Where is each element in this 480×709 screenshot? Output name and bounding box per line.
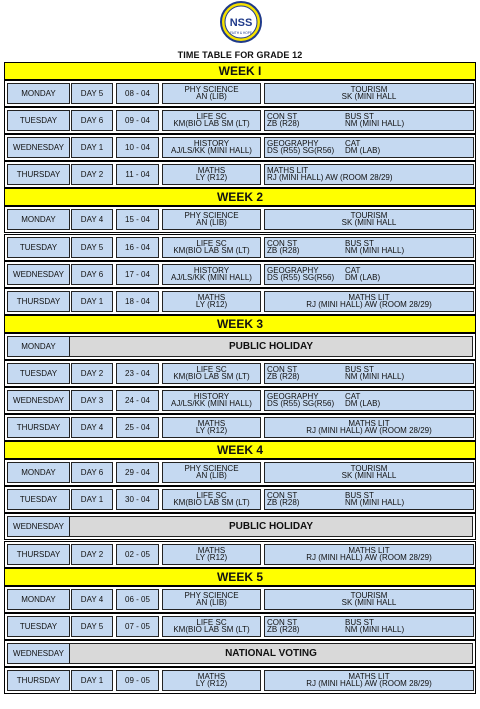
table-row xyxy=(4,513,476,540)
option-a xyxy=(265,617,337,636)
table-row xyxy=(4,107,476,134)
option-a-venue: ZB (R28) xyxy=(267,498,300,508)
option-a-subject: GEOGRAPHY xyxy=(267,392,319,401)
cycle-day: DAY 4 xyxy=(80,423,104,433)
page-title: TIME TABLE FOR GRADE 12 xyxy=(177,50,303,60)
cycle-day-cell xyxy=(71,164,113,185)
subject-venue: AJ/LS/KK (MINI HALL) xyxy=(171,399,252,409)
cycle-day: DAY 1 xyxy=(80,296,104,306)
option-subject-cell xyxy=(264,209,474,230)
option-b xyxy=(337,490,473,509)
subject-venue: AJ/LS/KK (MINI HALL) xyxy=(171,146,252,156)
subject-cell xyxy=(162,489,261,510)
option-subject-cell xyxy=(264,616,474,637)
option-subject: MATHS LIT xyxy=(348,419,390,429)
weekday-cell xyxy=(7,516,70,537)
date-cell xyxy=(116,83,159,104)
subject-cell xyxy=(162,589,261,610)
subject-name: LIFE SC xyxy=(196,238,227,248)
weekday-label: MONDAY xyxy=(21,594,56,604)
option-subject-cell xyxy=(264,489,474,510)
option-a-subject: CON ST xyxy=(267,491,298,501)
subject-cell xyxy=(162,363,261,384)
subject-venue: LY (R12) xyxy=(195,173,228,183)
table-row xyxy=(4,333,476,360)
weekday-cell xyxy=(7,643,70,664)
date-cell xyxy=(116,489,159,510)
cycle-day-cell xyxy=(71,462,113,483)
option-venue: SK (MINI HALL xyxy=(341,471,397,481)
subject-name: LIFE SC xyxy=(196,364,227,374)
subject-venue: LY (R12) xyxy=(195,299,228,309)
option-b-subject: CAT xyxy=(345,265,361,275)
option-subject-cell xyxy=(264,164,474,185)
table-row xyxy=(4,459,476,486)
weekday-cell xyxy=(7,209,70,230)
cycle-day: DAY 6 xyxy=(80,269,104,279)
cycle-day-cell xyxy=(71,137,113,158)
cycle-day: DAY 2 xyxy=(80,549,104,559)
weekday-cell xyxy=(7,544,70,565)
weekday-cell xyxy=(7,291,70,312)
table-row xyxy=(4,414,476,441)
subject-venue: AN (LIB) xyxy=(196,92,227,102)
option-subject: MATHS LIT xyxy=(348,545,390,555)
option-a xyxy=(265,111,337,130)
date-cell xyxy=(116,417,159,438)
date-cell xyxy=(116,137,159,158)
subject-venue: KM(BIO LAB SM (LT) xyxy=(173,624,250,634)
option-subject-cell xyxy=(264,589,474,610)
subject-cell xyxy=(162,110,261,131)
exam-date: 07 - 05 xyxy=(125,621,150,631)
weekday-label: WEDNESDAY xyxy=(13,648,64,658)
subject-cell xyxy=(162,616,261,637)
option-b xyxy=(337,364,473,383)
option-a-subject: CON ST xyxy=(267,617,298,627)
option-b-venue: NM (MINI HALL) xyxy=(345,498,405,508)
subject-venue: AN (LIB) xyxy=(196,597,227,607)
weekday-label: TUESDAY xyxy=(19,242,58,252)
option-b-venue: NM (MINI HALL) xyxy=(345,624,405,634)
option-b xyxy=(337,617,473,636)
subject-name: MATHS xyxy=(197,671,226,681)
exam-date: 15 - 04 xyxy=(125,215,150,225)
cycle-day: DAY 5 xyxy=(80,242,104,252)
weekday-label: TUESDAY xyxy=(19,621,58,631)
option-b xyxy=(337,138,473,157)
weekday-label: WEDNESDAY xyxy=(13,269,64,279)
cycle-day-cell xyxy=(71,237,113,258)
option-a xyxy=(265,238,337,257)
subject-cell xyxy=(162,83,261,104)
cycle-day: DAY 3 xyxy=(80,396,104,406)
option-b xyxy=(337,391,473,410)
table-row xyxy=(4,541,476,568)
option-subject: TOURISM xyxy=(350,464,388,474)
holiday-cell xyxy=(69,643,473,664)
exam-date: 08 - 04 xyxy=(125,89,150,99)
option-subject-cell xyxy=(264,137,474,158)
date-cell xyxy=(116,390,159,411)
week-header: WEEK 5 xyxy=(4,568,476,586)
timetable xyxy=(4,62,476,707)
week-header: WEEK 2 xyxy=(4,188,476,206)
weekday-cell xyxy=(7,589,70,610)
cycle-day-cell xyxy=(71,670,113,691)
option-subject-cell xyxy=(264,544,474,565)
weekday-label: THURSDAY xyxy=(16,549,61,559)
option-venue: SK (MINI HALL xyxy=(341,218,397,228)
date-cell xyxy=(116,264,159,285)
weekday-label: WEDNESDAY xyxy=(13,522,64,532)
subject-name: LIFE SC xyxy=(196,491,227,501)
option-a-venue: ZB (R28) xyxy=(267,371,300,381)
holiday-cell xyxy=(69,336,473,357)
cycle-day-cell xyxy=(71,209,113,230)
cycle-day-cell xyxy=(71,83,113,104)
weekday-cell xyxy=(7,390,70,411)
exam-date: 18 - 04 xyxy=(125,296,150,306)
cycle-day-cell xyxy=(71,291,113,312)
weekday-cell xyxy=(7,336,70,357)
cycle-day: DAY 1 xyxy=(80,495,104,505)
holiday-label: PUBLIC HOLIDAY xyxy=(228,340,314,352)
subject-venue: AN (LIB) xyxy=(196,471,227,481)
subject-name: MATHS xyxy=(197,166,226,176)
holiday-cell xyxy=(69,516,473,537)
date-cell xyxy=(116,589,159,610)
option-venue: RJ (MINI HALL) AW (ROOM 28/29) xyxy=(306,678,432,688)
table-row xyxy=(4,206,476,233)
option-subject-cell xyxy=(264,363,474,384)
weekday-cell xyxy=(7,489,70,510)
option-a-venue: ZB (R28) xyxy=(267,624,300,634)
weekday-label: TUESDAY xyxy=(19,116,58,126)
date-cell xyxy=(116,209,159,230)
option-subject-cell xyxy=(264,83,474,104)
table-row xyxy=(4,80,476,107)
subject-name: MATHS xyxy=(197,419,226,429)
subject-name: PHY SCIENCE xyxy=(184,590,239,600)
subject-cell xyxy=(162,417,261,438)
option-subject-cell xyxy=(264,417,474,438)
option-subject-cell xyxy=(264,670,474,691)
cycle-day: DAY 1 xyxy=(80,143,104,153)
option-a-subject: CON ST xyxy=(267,112,298,122)
option-venue: RJ (MINI HALL) AW (ROOM 28/29) xyxy=(306,552,432,562)
option-a-subject: CON ST xyxy=(267,238,298,248)
holiday-label: NATIONAL VOTING xyxy=(225,647,317,659)
exam-date: 23 - 04 xyxy=(125,368,150,378)
table-row xyxy=(4,360,476,387)
option-b-subject: CAT xyxy=(345,392,361,401)
weekday-cell xyxy=(7,616,70,637)
option-subject: MATHS LIT xyxy=(348,292,390,302)
week-header: WEEK 4 xyxy=(4,441,476,459)
weekday-label: WEDNESDAY xyxy=(13,143,64,153)
subject-venue: KM(BIO LAB SM (LT) xyxy=(173,245,250,255)
weekday-label: MONDAY xyxy=(21,89,56,99)
table-row xyxy=(4,667,476,694)
option-a-venue: DS (R55) SG(R56) xyxy=(267,272,335,282)
cycle-day: DAY 2 xyxy=(80,170,104,180)
subject-cell xyxy=(162,164,261,185)
logo-text: NSS xyxy=(229,17,253,29)
cycle-day: DAY 4 xyxy=(80,215,104,225)
subject-venue: KM(BIO LAB SM (LT) xyxy=(173,498,250,508)
table-row xyxy=(4,161,476,188)
option-b xyxy=(337,265,473,284)
option-a xyxy=(265,391,337,410)
holiday-label: PUBLIC HOLIDAY xyxy=(228,521,314,533)
table-row xyxy=(4,387,476,414)
option-b-venue: NM (MINI HALL) xyxy=(345,245,405,255)
option-a-subject: CON ST xyxy=(267,364,298,374)
subject-venue: LY (R12) xyxy=(195,678,228,688)
date-cell xyxy=(116,164,159,185)
subject-cell xyxy=(162,137,261,158)
cycle-day-cell xyxy=(71,616,113,637)
school-logo xyxy=(219,0,263,46)
weekday-cell xyxy=(7,110,70,131)
subject-name: PHY SCIENCE xyxy=(184,85,239,94)
option-a-venue: ZB (R28) xyxy=(267,119,300,129)
option-a xyxy=(265,265,337,284)
subject-name: HISTORY xyxy=(193,265,230,275)
option-venue: RJ (MINI HALL) AW (ROOM 28/29) xyxy=(267,173,393,183)
weekday-cell xyxy=(7,462,70,483)
option-subject: MATHS LIT xyxy=(267,166,309,176)
subject-cell xyxy=(162,390,261,411)
exam-date: 09 - 04 xyxy=(125,116,150,126)
exam-date: 30 - 04 xyxy=(125,495,150,505)
subject-venue: AN (LIB) xyxy=(196,218,227,228)
option-b-venue: DM (LAB) xyxy=(345,272,381,282)
cycle-day: DAY 2 xyxy=(80,368,104,378)
option-venue: RJ (MINI HALL) AW (ROOM 28/29) xyxy=(306,426,432,436)
subject-name: HISTORY xyxy=(193,392,230,401)
weekday-label: THURSDAY xyxy=(16,296,61,306)
option-a-venue: DS (R55) SG(R56) xyxy=(267,399,335,409)
option-subject: MATHS LIT xyxy=(348,671,390,681)
option-b-venue: NM (MINI HALL) xyxy=(345,119,405,129)
week-header: WEEK 3 xyxy=(4,315,476,333)
option-a-venue: DS (R55) SG(R56) xyxy=(267,146,335,156)
table-row xyxy=(4,288,476,315)
weekday-cell xyxy=(7,264,70,285)
cycle-day-cell xyxy=(71,390,113,411)
weekday-label: WEDNESDAY xyxy=(13,396,64,406)
subject-name: MATHS xyxy=(197,545,226,555)
option-b-subject: BUS ST xyxy=(345,112,374,122)
weekday-label: THURSDAY xyxy=(16,675,61,685)
table-row xyxy=(4,486,476,513)
cycle-day-cell xyxy=(71,589,113,610)
option-b-subject: CAT xyxy=(345,139,361,149)
exam-date: 11 - 04 xyxy=(125,170,150,180)
option-b xyxy=(337,111,473,130)
table-row xyxy=(4,134,476,161)
subject-venue: AJ/LS/KK (MINI HALL) xyxy=(171,272,252,282)
subject-name: MATHS xyxy=(197,292,226,302)
option-subject: TOURISM xyxy=(350,85,388,94)
weekday-label: THURSDAY xyxy=(16,423,61,433)
option-venue: RJ (MINI HALL) AW (ROOM 28/29) xyxy=(306,299,432,309)
option-venue: SK (MINI HALL xyxy=(341,597,397,607)
option-b-subject: BUS ST xyxy=(345,238,374,248)
option-a xyxy=(265,364,337,383)
option-subject-cell xyxy=(264,264,474,285)
option-venue: SK (MINI HALL xyxy=(341,92,397,102)
date-cell xyxy=(116,363,159,384)
date-cell xyxy=(116,670,159,691)
table-row xyxy=(4,613,476,640)
cycle-day: DAY 5 xyxy=(80,89,104,99)
exam-date: 10 - 04 xyxy=(125,143,150,153)
cycle-day: DAY 4 xyxy=(80,594,104,604)
exam-date: 02 - 05 xyxy=(125,549,150,559)
subject-name: HISTORY xyxy=(193,139,230,149)
date-cell xyxy=(116,462,159,483)
cycle-day-cell xyxy=(71,417,113,438)
cycle-day-cell xyxy=(71,264,113,285)
option-b-venue: DM (LAB) xyxy=(345,399,381,409)
table-row xyxy=(4,640,476,667)
exam-date: 17 - 04 xyxy=(125,269,150,279)
exam-date: 24 - 04 xyxy=(125,396,150,406)
option-a-subject: GEOGRAPHY xyxy=(267,265,319,275)
option-a-subject: GEOGRAPHY xyxy=(267,139,319,149)
weekday-cell xyxy=(7,83,70,104)
weekday-cell xyxy=(7,670,70,691)
cycle-day-cell xyxy=(71,489,113,510)
cycle-day: DAY 6 xyxy=(80,468,104,478)
subject-cell xyxy=(162,264,261,285)
option-b-venue: NM (MINI HALL) xyxy=(345,371,405,381)
option-a-venue: ZB (R28) xyxy=(267,245,300,255)
option-b-venue: DM (LAB) xyxy=(345,146,381,156)
logo-motto: FAITH & HOPE xyxy=(230,31,252,35)
cycle-day-cell xyxy=(71,110,113,131)
weekday-cell xyxy=(7,137,70,158)
subject-cell xyxy=(162,209,261,230)
subject-name: PHY SCIENCE xyxy=(184,464,239,474)
exam-date: 29 - 04 xyxy=(125,468,150,478)
option-subject: TOURISM xyxy=(350,590,388,600)
table-row xyxy=(4,261,476,288)
option-b xyxy=(337,238,473,257)
subject-venue: LY (R12) xyxy=(195,552,228,562)
weekday-cell xyxy=(7,237,70,258)
date-cell xyxy=(116,110,159,131)
exam-date: 09 - 05 xyxy=(125,675,150,685)
subject-venue: LY (R12) xyxy=(195,426,228,436)
cycle-day: DAY 5 xyxy=(80,621,104,631)
subject-cell xyxy=(162,291,261,312)
weekday-label: MONDAY xyxy=(21,468,56,478)
option-subject-cell xyxy=(264,291,474,312)
subject-name: LIFE SC xyxy=(196,617,227,627)
option-subject-cell xyxy=(264,390,474,411)
weekday-cell xyxy=(7,164,70,185)
weekday-label: MONDAY xyxy=(21,215,56,225)
subject-cell xyxy=(162,462,261,483)
cycle-day: DAY 1 xyxy=(80,675,104,685)
weekday-label: THURSDAY xyxy=(16,170,61,180)
date-cell xyxy=(116,616,159,637)
date-cell xyxy=(116,544,159,565)
cycle-day-cell xyxy=(71,544,113,565)
subject-cell xyxy=(162,670,261,691)
table-row xyxy=(4,234,476,261)
subject-venue: KM(BIO LAB SM (LT) xyxy=(173,371,250,381)
table-row xyxy=(4,586,476,613)
date-cell xyxy=(116,237,159,258)
cycle-day-cell xyxy=(71,363,113,384)
exam-date: 25 - 04 xyxy=(125,423,150,433)
option-a xyxy=(265,490,337,509)
subject-name: PHY SCIENCE xyxy=(184,211,239,221)
option-b-subject: BUS ST xyxy=(345,491,374,501)
exam-date: 16 - 04 xyxy=(125,242,150,252)
option-subject-cell xyxy=(264,110,474,131)
option-subject-cell xyxy=(264,462,474,483)
weekday-cell xyxy=(7,417,70,438)
weekday-label: MONDAY xyxy=(21,341,56,351)
subject-cell xyxy=(162,237,261,258)
option-subject-cell xyxy=(264,237,474,258)
weekday-label: TUESDAY xyxy=(19,368,58,378)
subject-venue: KM(BIO LAB SM (LT) xyxy=(173,119,250,129)
subject-name: LIFE SC xyxy=(196,112,227,122)
weekday-cell xyxy=(7,363,70,384)
cycle-day: DAY 6 xyxy=(80,116,104,126)
option-b-subject: BUS ST xyxy=(345,617,374,627)
option-subject: TOURISM xyxy=(350,211,388,221)
exam-date: 06 - 05 xyxy=(125,594,150,604)
option-b-subject: BUS ST xyxy=(345,364,374,374)
option-a xyxy=(265,138,337,157)
weekday-label: TUESDAY xyxy=(19,495,58,505)
week-header: WEEK I xyxy=(4,62,476,80)
date-cell xyxy=(116,291,159,312)
subject-cell xyxy=(162,544,261,565)
